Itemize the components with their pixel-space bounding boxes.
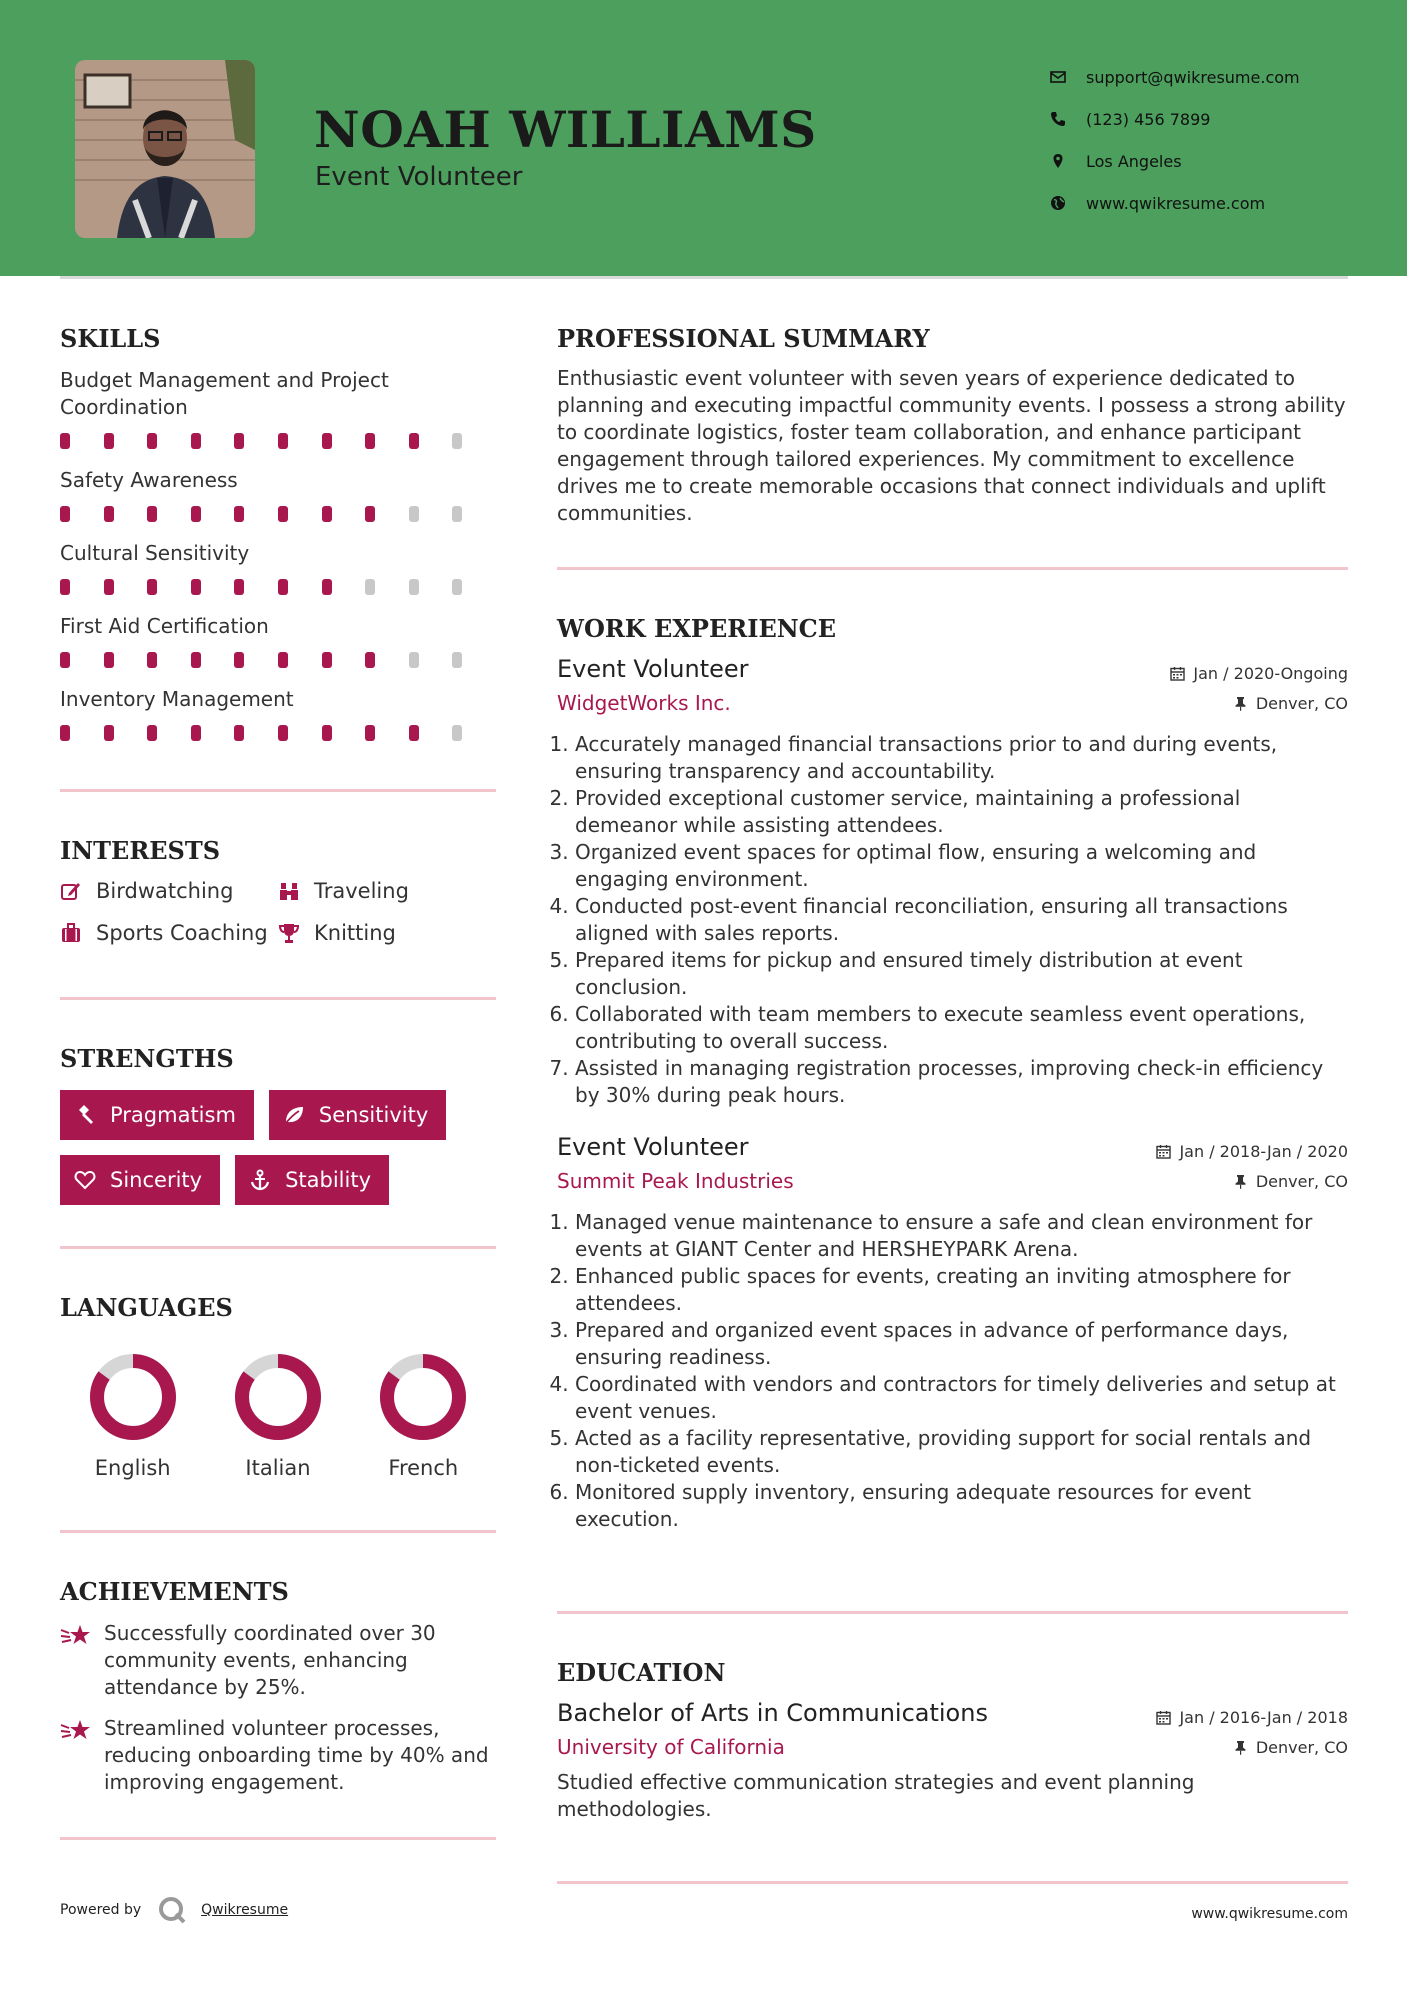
job-duties xyxy=(557,731,1348,1109)
achievements-section xyxy=(60,1577,496,1796)
rating-dot-empty xyxy=(409,506,419,522)
summary-title: PROFESSIONAL SUMMARY xyxy=(557,324,930,353)
school-name: University of California xyxy=(557,1735,785,1759)
duty-item: 2. Enhanced public spaces for events, creating an inviting atmosphere for attendees. xyxy=(575,1263,1348,1317)
rating-dot-filled xyxy=(147,652,157,668)
section-divider xyxy=(60,789,496,792)
job-dates xyxy=(1156,1142,1348,1161)
rating-dot-filled xyxy=(191,579,201,595)
education-dates xyxy=(1156,1708,1348,1727)
strength-tag xyxy=(269,1090,446,1140)
duty-item: 7. Assisted in managing registration processes, improving check-in efficiency by 30% during peak hours. xyxy=(575,1055,1348,1109)
contact-phone xyxy=(1050,98,1300,140)
rating-dot-filled xyxy=(322,506,332,522)
rating-dot-filled xyxy=(278,506,288,522)
duty-item: 3. Prepared and organized event spaces in advance of performance days, ensuring readiness. xyxy=(575,1317,1348,1371)
rating-dot-filled xyxy=(322,652,332,668)
achievement-text: Successfully coordinated over 30 community events, enhancing attendance by 25%. xyxy=(104,1621,436,1699)
section-divider xyxy=(557,567,1348,570)
contact-email-text[interactable]: support@qwikresume.com xyxy=(1086,67,1300,87)
rating-dot-filled xyxy=(409,725,419,741)
qwikresume-link[interactable]: Qwikresume xyxy=(201,1902,289,1918)
language-donut xyxy=(378,1352,468,1442)
rating-dot-filled xyxy=(104,652,114,668)
skill-name: Safety Awareness xyxy=(60,468,238,492)
company-name: WidgetWorks Inc. xyxy=(557,691,731,715)
rating-dot-filled xyxy=(60,652,70,668)
section-divider xyxy=(60,1837,496,1840)
interest-item xyxy=(60,879,278,903)
skills-list xyxy=(60,367,496,741)
skill-item xyxy=(60,540,496,595)
rating-dot-empty xyxy=(452,725,462,741)
contact-email xyxy=(1050,56,1300,98)
skill-name: First Aid Certification xyxy=(60,614,269,638)
duty-item: 5. Prepared items for pickup and ensured timely distribution at event conclusion. xyxy=(575,947,1348,1001)
rating-dot-empty xyxy=(452,433,462,449)
education-description: Studied effective communication strategies and event planning methodologies. xyxy=(557,1770,1195,1821)
contact-location xyxy=(1050,140,1300,182)
strength-label: Sincerity xyxy=(110,1168,203,1192)
job-dates-text: Jan / 2018-Jan / 2020 xyxy=(1179,1142,1348,1161)
education-dates-text: Jan / 2016-Jan / 2018 xyxy=(1179,1708,1348,1727)
duty-item: 5. Acted as a facility representative, providing support for social rentals and non-ticketed events. xyxy=(575,1425,1348,1479)
skill-name: Inventory Management xyxy=(60,687,294,711)
languages-title: LANGUAGES xyxy=(60,1293,233,1322)
rating-dot-filled xyxy=(278,433,288,449)
envelope-icon xyxy=(1050,69,1066,85)
calendar-icon xyxy=(1170,666,1185,681)
rating-dot-filled xyxy=(234,506,244,522)
strengths-list xyxy=(60,1090,500,1205)
strengths-section xyxy=(60,1044,496,1205)
pushpin-icon xyxy=(1233,696,1248,711)
section-divider xyxy=(557,1881,1348,1884)
rating-dot-filled xyxy=(278,725,288,741)
skill-rating xyxy=(60,433,496,449)
rating-dot-filled xyxy=(191,506,201,522)
interests-list xyxy=(60,879,496,945)
strength-label: Pragmatism xyxy=(110,1103,236,1127)
contact-website-text[interactable]: www.qwikresume.com xyxy=(1086,193,1266,213)
rating-dot-filled xyxy=(104,725,114,741)
duty-item: 3. Organized event spaces for optimal flow, ensuring a welcoming and engaging environment. xyxy=(575,839,1348,893)
interests-title: INTERESTS xyxy=(60,836,221,865)
interest-label: Knitting xyxy=(314,921,396,945)
shooting-star-icon xyxy=(60,1622,92,1650)
qwikresume-logo-icon xyxy=(157,1895,187,1925)
rating-dot-filled xyxy=(409,433,419,449)
header-underline xyxy=(60,276,1348,279)
rating-dot-filled xyxy=(191,725,201,741)
education-section xyxy=(557,1658,1348,1823)
skill-name: Cultural Sensitivity xyxy=(60,541,250,565)
job-entry xyxy=(557,1133,1348,1533)
strength-tag xyxy=(60,1155,220,1205)
languages-list xyxy=(60,1352,496,1480)
job-dates xyxy=(1170,664,1348,683)
strength-tag xyxy=(235,1155,389,1205)
section-divider xyxy=(60,1246,496,1249)
rating-dot-empty xyxy=(452,579,462,595)
company-name: Summit Peak Industries xyxy=(557,1169,794,1193)
language-name: Italian xyxy=(245,1456,311,1480)
strengths-title: STRENGTHS xyxy=(60,1044,234,1073)
rating-dot-filled xyxy=(234,652,244,668)
skill-rating xyxy=(60,506,496,522)
degree-title: Bachelor of Arts in Communications xyxy=(557,1699,988,1727)
rating-dot-filled xyxy=(147,433,157,449)
language-item xyxy=(205,1352,350,1480)
strength-label: Sensitivity xyxy=(318,1103,429,1127)
achievement-text: Streamlined volunteer processes, reducing onboarding time by 40% and improving engagement. xyxy=(104,1716,489,1794)
language-name: French xyxy=(388,1456,459,1480)
rating-dot-filled xyxy=(365,506,375,522)
pushpin-icon xyxy=(1233,1174,1248,1189)
contact-website xyxy=(1050,182,1300,224)
job-duties xyxy=(557,1209,1348,1533)
interest-label: Sports Coaching xyxy=(96,921,268,945)
rating-dot-filled xyxy=(278,579,288,595)
candidate-role: Event Volunteer xyxy=(315,162,523,192)
shooting-star-icon xyxy=(60,1717,92,1745)
achievement-item xyxy=(60,1620,496,1701)
languages-section xyxy=(60,1293,496,1480)
language-name: English xyxy=(94,1456,171,1480)
interest-item xyxy=(278,921,496,945)
section-divider xyxy=(557,1611,1348,1614)
rating-dot-empty xyxy=(452,652,462,668)
contact-list xyxy=(1050,56,1300,224)
rating-dot-filled xyxy=(234,579,244,595)
rating-dot-empty xyxy=(365,579,375,595)
skills-section xyxy=(60,324,496,759)
leaf-icon xyxy=(283,1104,305,1126)
duty-item: 4. Conducted post-event financial reconciliation, ensuring all transactions aligned with sales reports. xyxy=(575,893,1348,947)
skill-item xyxy=(60,467,496,522)
duty-item: 1. Managed venue maintenance to ensure a safe and clean environment for events at GIANT Center and HERSHEYPARK Arena. xyxy=(575,1209,1348,1263)
job-title: Event Volunteer xyxy=(557,655,749,683)
rating-dot-filled xyxy=(365,725,375,741)
language-item xyxy=(60,1352,205,1480)
duty-item: 6. Collaborated with team members to execute seamless event operations, contributing to overall success. xyxy=(575,1001,1348,1055)
profile-photo-image xyxy=(75,60,255,238)
rating-dot-empty xyxy=(409,652,419,668)
rating-dot-filled xyxy=(234,433,244,449)
skill-rating xyxy=(60,579,496,595)
header-banner xyxy=(0,0,1407,276)
rating-dot-filled xyxy=(365,652,375,668)
rating-dot-filled xyxy=(104,433,114,449)
rating-dot-filled xyxy=(278,652,288,668)
language-donut xyxy=(88,1352,178,1442)
skills-title: SKILLS xyxy=(60,324,161,353)
achievement-item xyxy=(60,1715,496,1796)
skill-item xyxy=(60,613,496,668)
education-location-text: Denver, CO xyxy=(1255,1737,1348,1757)
profile-photo xyxy=(75,60,255,238)
section-divider xyxy=(60,997,496,1000)
education-location xyxy=(1233,1738,1348,1757)
rating-dot-filled xyxy=(147,725,157,741)
rating-dot-filled xyxy=(60,506,70,522)
contact-phone-text[interactable]: (123) 456 7899 xyxy=(1086,109,1211,129)
rating-dot-filled xyxy=(147,506,157,522)
interests-section xyxy=(60,836,496,945)
skill-rating xyxy=(60,652,496,668)
skill-item xyxy=(60,686,496,741)
footer-website[interactable]: www.qwikresume.com xyxy=(1191,1906,1348,1922)
rating-dot-filled xyxy=(104,579,114,595)
summary-section xyxy=(557,324,1348,527)
candidate-name: NOAH WILLIAMS xyxy=(314,100,817,159)
map-marker-icon xyxy=(1050,153,1066,169)
phone-icon xyxy=(1050,111,1066,127)
trophy-icon xyxy=(278,922,300,944)
rating-dot-filled xyxy=(322,725,332,741)
language-item xyxy=(351,1352,496,1480)
job-location xyxy=(1233,694,1348,713)
calendar-icon xyxy=(1156,1710,1171,1725)
interest-item xyxy=(278,879,496,903)
duty-item: 1. Accurately managed financial transactions prior to and during events, ensuring transparency and accountability. xyxy=(575,731,1348,785)
duty-item: 4. Coordinated with vendors and contractors for timely deliveries and setup at event venues. xyxy=(575,1371,1348,1425)
duty-item: 6. Monitored supply inventory, ensuring adequate resources for event execution. xyxy=(575,1479,1348,1533)
powered-by-text: Powered by xyxy=(60,1902,142,1918)
rating-dot-filled xyxy=(147,579,157,595)
binoculars-icon xyxy=(278,880,300,902)
job-title: Event Volunteer xyxy=(557,1133,749,1161)
pencil-square-icon xyxy=(60,880,82,902)
rating-dot-empty xyxy=(452,506,462,522)
strength-tag xyxy=(60,1090,254,1140)
job-location-text: Denver, CO xyxy=(1255,1171,1348,1191)
briefcase-icon xyxy=(60,922,82,944)
contact-location-text: Los Angeles xyxy=(1086,151,1182,171)
strength-label: Stability xyxy=(285,1168,372,1192)
education-entry xyxy=(557,1699,1348,1823)
interest-item xyxy=(60,921,278,945)
education-title: EDUCATION xyxy=(557,1658,726,1687)
rating-dot-empty xyxy=(409,579,419,595)
language-donut xyxy=(233,1352,323,1442)
skill-item xyxy=(60,367,496,449)
job-location xyxy=(1233,1172,1348,1191)
rating-dot-filled xyxy=(234,725,244,741)
interest-label: Traveling xyxy=(314,879,409,903)
job-dates-text: Jan / 2020-Ongoing xyxy=(1193,664,1348,683)
rating-dot-filled xyxy=(104,506,114,522)
section-divider xyxy=(60,1530,496,1533)
interest-label: Birdwatching xyxy=(96,879,234,903)
achievements-title: ACHIEVEMENTS xyxy=(60,1577,289,1606)
experience-section xyxy=(557,614,1348,1533)
job-location-text: Denver, CO xyxy=(1255,693,1348,713)
rating-dot-filled xyxy=(322,579,332,595)
skill-name: Budget Management and Project Coordination xyxy=(60,368,389,419)
rating-dot-filled xyxy=(365,433,375,449)
duty-item: 2. Provided exceptional customer service, maintaining a professional demeanor while assisting attendees. xyxy=(575,785,1348,839)
rating-dot-filled xyxy=(60,725,70,741)
rating-dot-filled xyxy=(60,433,70,449)
heart-icon xyxy=(74,1169,96,1191)
skill-rating xyxy=(60,725,496,741)
calendar-icon xyxy=(1156,1144,1171,1159)
summary-text: Enthusiastic event volunteer with seven years of experience dedicated to planning and executing impactful community events. I possess a strong ability to coordinate logistics, foster team collaboration, and enhance participant engagement through tailored experiences. My commitment to excellence drives me to create memorable occasions that connect individuals and uplift communities. xyxy=(557,366,1346,525)
anchor-icon xyxy=(249,1169,271,1191)
rating-dot-filled xyxy=(191,433,201,449)
pushpin-icon xyxy=(1233,1740,1248,1755)
gavel-icon xyxy=(74,1104,96,1126)
rating-dot-filled xyxy=(191,652,201,668)
job-entry xyxy=(557,655,1348,1109)
footer-powered-by xyxy=(60,1895,288,1925)
globe-icon xyxy=(1050,195,1066,211)
experience-title: WORK EXPERIENCE xyxy=(557,614,837,643)
rating-dot-filled xyxy=(60,579,70,595)
rating-dot-filled xyxy=(322,433,332,449)
